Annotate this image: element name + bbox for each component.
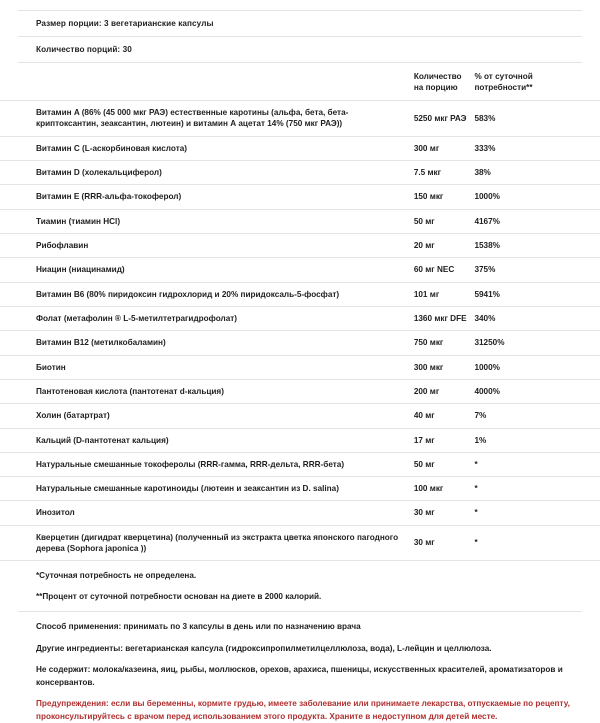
nutrient-name: Фолат (метафолин ® L-5-метилтетрагидрофолат) [0,306,414,330]
header-amount-line1: Количество [413,72,462,81]
nutrient-name: Витамин E (RRR-альфа-токоферол) [0,185,414,209]
nutrient-daily-value: 4167% [474,209,600,233]
nutrient-amount: 150 мкг [414,185,475,209]
table-row [0,404,600,428]
servings-per-container-label: Количество порций: 30 [36,45,132,54]
nutrient-amount: 300 мкг [414,355,475,379]
table-row [0,428,600,452]
table-row [0,477,600,501]
nutrient-name: Натуральные смешанные токоферолы (RRR-гамма, RRR-дельта, RRR-бета) [0,452,414,476]
nutrient-amount: 5250 мкг РАЭ [414,101,475,137]
table-row [0,209,600,233]
table-row [0,379,600,403]
nutrient-daily-value: 1000% [474,355,600,379]
nutrient-amount: 17 мг [414,428,475,452]
table-row [0,234,600,258]
nutrition-rows [0,101,600,561]
nutrition-table [0,63,600,561]
nutrient-amount: 20 мг [414,234,475,258]
other-ingredients-text: Другие ингредиенты: вегетарианская капсула (гидроксипропилметилцеллюлоза, вода), L-лейцин и целлюлоза. [36,643,492,653]
servings-per-container-row [0,37,600,62]
header-percent-line2: потребности** [474,83,533,93]
free-from-block [0,655,600,689]
nutrient-daily-value: 583% [474,101,600,137]
nutrient-daily-value: 1% [474,428,600,452]
nutrient-daily-value: 375% [474,258,600,282]
serving-size-label: Размер порции: 3 вегетарианские капсулы [36,19,214,28]
header-percent-line1: % от суточной [474,72,533,81]
other-ingredients-block [0,634,600,655]
nutrient-daily-value: 333% [474,136,600,160]
nutrient-daily-value: 31250% [474,331,600,355]
nutrient-name: Витамин A (86% (45 000 мкг РАЭ) естественные каротины (альфа, бета, бета-криптоксантин, зеаксантин, лютеин) и витамин А ацетат 14% (750 мкг РАЭ)) [0,101,414,137]
nutrient-amount: 40 мг [414,404,475,428]
nutrient-daily-value: 340% [474,306,600,330]
nutrient-daily-value: * [474,525,600,561]
nutrient-daily-value: 5941% [474,282,600,306]
table-row [0,452,600,476]
nutrient-amount: 7.5 мкг [414,161,475,185]
table-row [0,501,600,525]
warnings-block [0,689,600,723]
table-row [0,258,600,282]
footnote-single-star-text: *Суточная потребность не определена. [36,571,197,581]
footnote-double-star-text: **Процент от суточной потребности основан на диете в 2000 калорий. [36,591,322,601]
nutrient-amount: 101 мг [414,282,475,306]
nutrient-amount: 100 мкг [414,477,475,501]
nutrient-name: Биотин [0,355,414,379]
nutrient-daily-value: * [474,501,600,525]
header-cell-percent [474,63,600,101]
nutrient-name: Холин (батартрат) [0,404,414,428]
directions-block [0,612,600,633]
nutrient-amount: 60 мг NEC [414,258,475,282]
header-cell-amount [414,63,475,101]
nutrient-name: Витамин B12 (метилкобаламин) [0,331,414,355]
nutrient-daily-value: 4000% [474,379,600,403]
table-header-row [0,63,600,101]
table-row [0,331,600,355]
footnote-double-star [0,583,600,603]
nutrient-daily-value: 1000% [474,185,600,209]
directions-text: Способ применения: принимать по 3 капсулы в день или по назначению врача [36,622,361,632]
nutrient-name: Натуральные смешанные каротиноиды (лютеин и зеаксантин из D. salina) [0,477,414,501]
serving-size-row [0,11,600,36]
nutrient-amount: 300 мг [414,136,475,160]
nutrient-amount: 30 мг [414,501,475,525]
header-amount-line2: на порцию [413,83,458,93]
table-row [0,525,600,561]
nutrient-amount: 50 мг [414,452,475,476]
nutrient-name: Инозитол [0,501,414,525]
supplement-facts-panel [0,10,600,721]
nutrient-name: Витамин D (холекальциферол) [0,161,414,185]
nutrient-daily-value: * [474,477,600,501]
nutrient-daily-value: 7% [474,404,600,428]
table-row [0,282,600,306]
free-from-text: Не содержит: молока/казеина, яиц, рыбы, моллюсков, орехов, арахиса, пшеницы, искусственных красителей, ароматизаторов и консервантов. [36,665,563,687]
nutrient-name: Кальций (D-пантотенат кальция) [0,428,414,452]
nutrient-amount: 200 мг [414,379,475,403]
nutrient-amount: 750 мкг [414,331,475,355]
footnote-single-star [0,561,600,582]
table-row [0,161,600,185]
nutrient-name: Витамин B6 (80% пиридоксин гидрохлорид и 20% пиридоксаль-5-фосфат) [0,282,414,306]
table-row [0,306,600,330]
nutrient-name: Витамин C (L-аскорбиновая кислота) [0,136,414,160]
nutrient-amount: 1360 мкг DFE [414,306,475,330]
nutrient-name: Тиамин (тиамин HCl) [0,209,414,233]
header-cell-name [0,63,414,101]
table-row [0,136,600,160]
nutrient-name: Кверцетин (дигидрат кверцетина) (полученный из экстракта цветка японского пагодного дерева (Sophora japonica )) [0,525,414,561]
nutrient-name: Пантотеновая кислота (пантотенат d-кальция) [0,379,414,403]
nutrient-name: Ниацин (ниацинамид) [0,258,414,282]
table-row [0,185,600,209]
nutrient-daily-value: * [474,452,600,476]
nutrient-amount: 30 мг [414,525,475,561]
nutrient-name: Рибофлавин [0,234,414,258]
nutrient-daily-value: 1538% [474,234,600,258]
table-row [0,355,600,379]
nutrient-daily-value: 38% [474,161,600,185]
nutrient-amount: 50 мг [414,209,475,233]
warnings-text: Предупреждения: если вы беременны, кормите грудью, имеете заболевание или принимаете лекарства, отпускаемые по рецепту, проконсультируйтесь с врачом перед использованием этого продукта. Храните в недоступном для детей месте. [36,699,570,721]
table-row [0,101,600,137]
